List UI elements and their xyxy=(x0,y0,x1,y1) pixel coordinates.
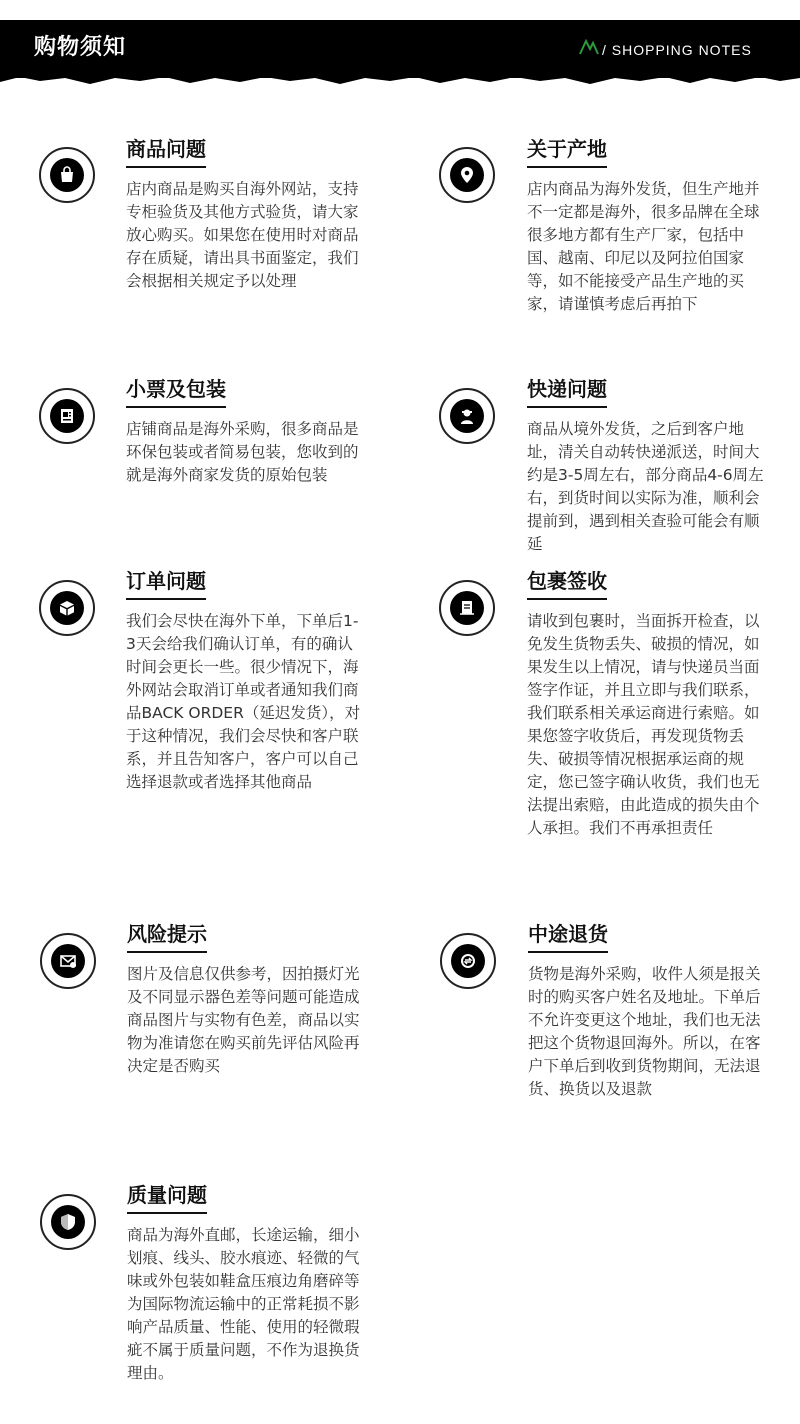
section-body: 店内商品为海外发货，但生产地并不一定都是海外，很多品牌在全球很多地方都有生产厂家，包括中国、越南、印尼以及阿拉伯国家等，如不能接受产品生产地的买家，请谨慎考虑后再拍下 xyxy=(527,180,760,313)
shopping-bag-icon xyxy=(39,147,95,203)
section-body: 请收到包裹时，当面拆开检查，以免发生货物丢失、破损的情况，如果发生以上情况，请与快递员当面签字作证，并且立即与我们联系，我们联系相关承运商进行索赔。如果您签字收货后，再发现货物丢失、破损等情况根据承运商的规定，您已签字确认收货，我们也无法提出索赔，由此造成的损失由个人承担。我们不再承担责任 xyxy=(527,612,760,837)
sign-receipt-icon xyxy=(439,580,495,636)
section-title: 订单问题 xyxy=(126,565,206,600)
section-title: 中途退货 xyxy=(528,918,608,953)
mountain-logo-icon xyxy=(579,37,599,57)
section-body: 店内商品是购买自海外网站，支持专柜验货及其他方式验货，请大家放心购买。如果您在使用时对商品存在质疑，请出具书面鉴定，我们会根据相关规定予以处理 xyxy=(126,180,359,290)
section-title: 快递问题 xyxy=(527,373,607,408)
section-title: 质量问题 xyxy=(127,1179,207,1214)
section-body: 我们会尽快在海外下单，下单后1-3天会给我们确认订单，有的确认时间会更长一些。很少情况下，海外网站会取消订单或者通知我们商品BACK ORDER（延迟发货），对于这种情况，我们会尽快和客户联系，并且告知客户，客户可以自己选择退款或者选择其他商品 xyxy=(126,612,361,791)
receipt-icon xyxy=(39,388,95,444)
section-title: 小票及包装 xyxy=(126,373,226,408)
envelope-warning-icon xyxy=(40,933,96,989)
section-title: 风险提示 xyxy=(127,918,207,953)
header-torn-edge xyxy=(0,72,800,88)
section-title: 包裹签收 xyxy=(527,565,607,600)
courier-icon xyxy=(439,388,495,444)
location-pin-icon xyxy=(439,147,495,203)
package-box-icon xyxy=(39,580,95,636)
section-title: 商品问题 xyxy=(126,133,206,168)
section-body: 货物是海外采购，收件人须是报关时的购买客户姓名及地址。下单后不允许变更这个地址，我们也无法把这个货物退回海外。所以，在客户下单后到收到货物期间，无法退货、换货以及退款 xyxy=(528,965,761,1098)
section-body: 商品从境外发货，之后到客户地址，清关自动转快递派送，时间大约是3-5周左右，部分商品4-6周左右，到货时间以实际为准，顺利会提前到，遇到相关查验可能会有顺延 xyxy=(527,420,764,553)
section-title: 关于产地 xyxy=(527,133,607,168)
section-body: 店铺商品是海外采购，很多商品是环保包装或者简易包装，您收到的就是海外商家发货的原始包装 xyxy=(126,420,359,484)
section-body: 商品为海外直邮，长途运输，细小划痕、线头、胶水痕迹、轻微的气味或外包装如鞋盒压痕边角磨碎等为国际物流运输中的正常耗损不影响产品质量、性能、使用的轻微瑕疵不属于质量问题，不作为退换货理由。 xyxy=(127,1226,360,1382)
page-subtitle: / SHOPPING NOTES xyxy=(602,42,752,58)
shield-icon xyxy=(40,1194,96,1250)
section-body: 图片及信息仅供参考，因拍摄灯光及不同显示器色差等问题可能造成商品图片与实物有色差，商品以实物为准请您在购买前先评估风险再决定是否购买 xyxy=(127,965,360,1075)
page-title: 购物须知 xyxy=(34,35,127,60)
return-cycle-icon xyxy=(440,933,496,989)
